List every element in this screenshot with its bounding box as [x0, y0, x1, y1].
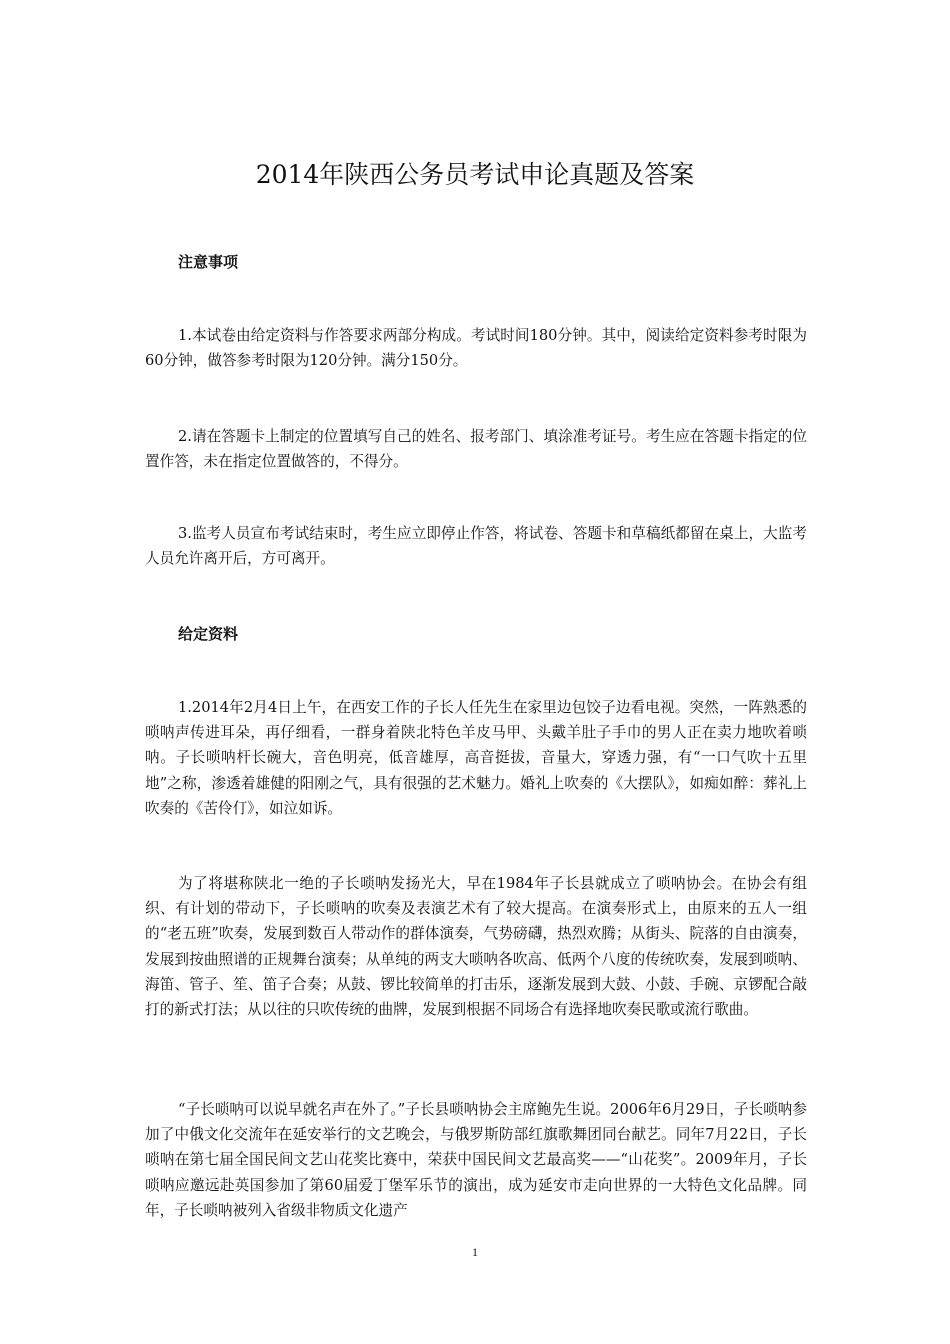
page-number: 1 [472, 1245, 478, 1259]
notice-paragraph-2: 2.请在答题卡上制定的位置填写自己的姓名、报考部门、填涂准考证号。考生应在答题卡指定的位置作答，未在指定位置做答的，不得分。 [145, 428, 807, 471]
section-heading-notice: 注意事项 [178, 253, 239, 271]
material-paragraph-1: 1.2014年2月4日上午，在西安工作的子长人任先生在家里边包饺子边看电视。突然，一阵熟悉的唢呐声传进耳朵，再仔细看，一群身着陕北特色羊皮马甲、头戴羊肚子手巾的男人正在卖力地吹着唢呐。子长唢呐杆长碗大，音色明亮，低音雄厚，高音挺拔，音量大，穿透力强，有“一口气吹十五里地”之称，渗透着雄健的阳刚之气，具有很强的艺术魅力。婚礼上吹奏的《大摆队》，如痴如醉：葬礼上吹奏的《苦伶仃》，如泣如诉。 [145, 699, 807, 817]
notice-paragraph-1: 1.本试卷由给定资料与作答要求两部分构成。考试时间180分钟。其中，阅读给定资料参考时限为60分钟，做答参考时限为120分钟。满分150分。 [145, 327, 807, 370]
material-paragraph-3: “子长唢呐可以说早就名声在外了。”子长县唢呐协会主席鲍先生说。2006年6月29日，子长唢呐参加了中俄文化交流年在延安举行的文艺晚会，与俄罗斯防部红旗歌舞团同台献艺。同年7月22日，子长唢呐在第七届全国民间文艺山花奖比赛中，荣获中国民间文艺最高奖——“山花奖”。2009年月，子长唢呐应邀远赴英国参加了第60届爱丁堡军乐节的演出，成为延安市走向世界的一大特色文化品牌。同年，子长唢呐被列入省级非物质文化遗产 [145, 1101, 807, 1219]
section-heading-materials: 给定资料 [178, 625, 239, 643]
material-paragraph-2: 为了将堪称陕北一绝的子长唢呐发扬光大，早在1984年子长县就成立了唢呐协会。在协会有组织、有计划的带动下，子长唢呐的吹奏及表演艺术有了较大提高。在演奏形式上，由原来的五人一组的“老五班”吹奏，发展到数百人带动作的群体演奏，气势磅礴，热烈欢腾；从街头、院落的自由演奏，发展到按曲照谱的正规舞台演奏；从单纯的两支大唢呐各吹高、低两个八度的传统吹奏，发展到唢呐、海笛、管子、笙、笛子合奏；从鼓、锣比较简单的打击乐，逐渐发展到大鼓、小鼓、手碗、京锣配合敲打的新式打法；从以往的只吹传统的曲牌，发展到根据不同场合有选择地吹奏民歌或流行歌曲。 [145, 875, 807, 1019]
notice-paragraph-3: 3.监考人员宣布考试结束时，考生应立即停止作答，将试卷、答题卡和草稿纸都留在桌上，大监考人员允许离开后，方可离开。 [145, 525, 807, 568]
document-title: 2014年陕西公务员考试申论真题及答案 [255, 160, 695, 189]
